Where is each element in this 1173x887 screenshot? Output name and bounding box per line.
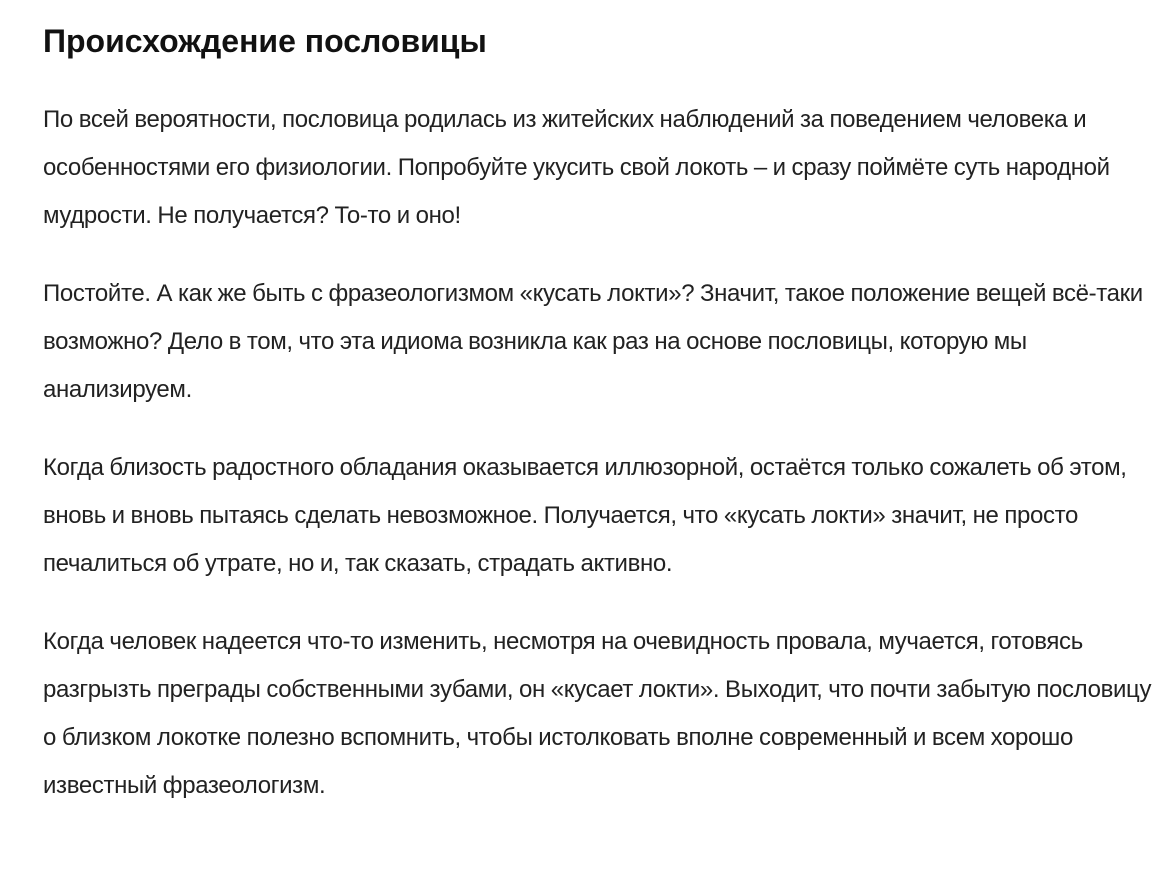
article [43, 0, 1163, 810]
article-title: Происхождение пословицы [43, 23, 487, 59]
article-paragraph-4: Когда человек надеется что-то изменить, несмотря на очевидность провала, мучается, готовясь разгрызть преграды собственными зубами, он «кусает локти». Выходит, что почти забытую пословицу о близком локотке полезно вспомнить, чтобы истолковать вполне современный и всем хорошо известный фразеологизм. [43, 628, 1152, 799]
article-paragraph-3: Когда близость радостного обладания оказывается иллюзорной, остаётся только сожалеть об этом, вновь и вновь пытаясь сделать невозможное. Получается, что «кусать локти» значит, не просто печалиться об утрате, но и, так сказать, страдать активно. [43, 454, 1127, 577]
article-paragraph-1: По всей вероятности, пословица родилась из житейских наблюдений за поведением человека и особенностями его физиологии. Попробуйте укусить свой локоть – и сразу поймёте суть народной мудрости. Не получается? То-то и оно! [43, 106, 1110, 229]
article-paragraph-2: Постойте. А как же быть с фразеологизмом «кусать локти»? Значит, такое положение вещей всё-таки возможно? Дело в том, что эта идиома возникла как раз на основе пословицы, которую мы анализируем. [43, 280, 1143, 403]
